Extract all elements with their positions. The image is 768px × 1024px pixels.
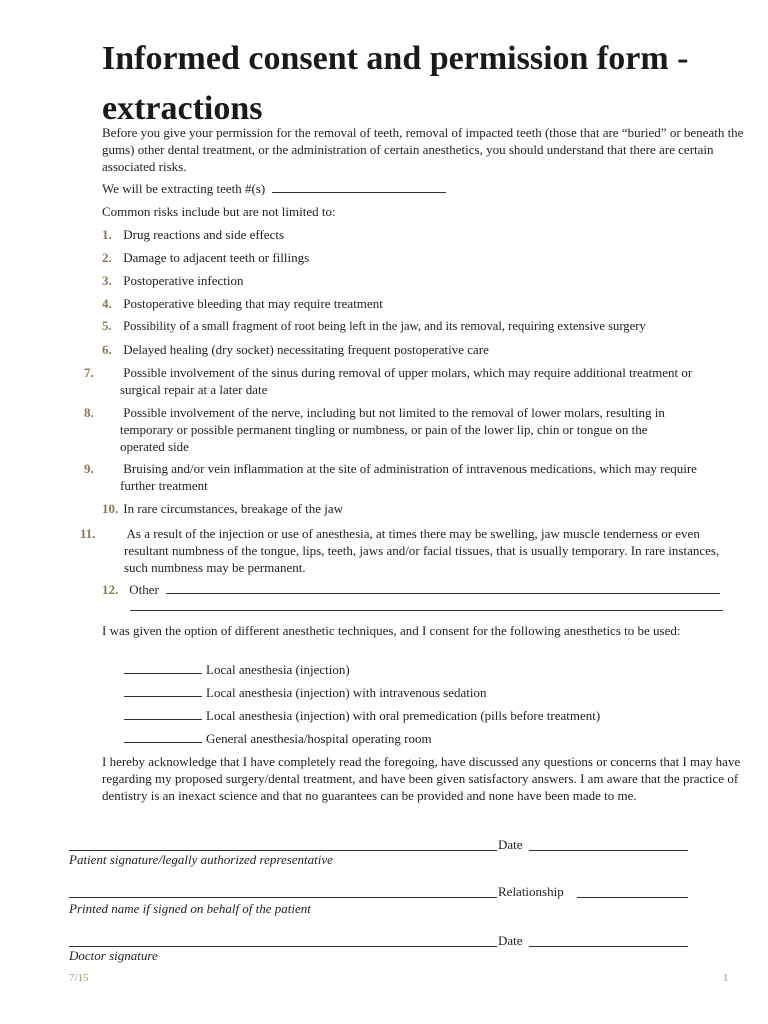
risk-text: Other bbox=[129, 582, 159, 597]
risk-text: Possible involvement of the sinus during removal of upper molars, which may require additional treatment or surgical repair at a later date bbox=[120, 365, 693, 397]
risk-number: 11. bbox=[80, 526, 96, 541]
revision-label: 7/15 bbox=[69, 972, 89, 984]
risk-item bbox=[102, 249, 742, 266]
risk-item bbox=[102, 341, 742, 358]
risk-item bbox=[84, 460, 720, 494]
anesthetic-option bbox=[124, 684, 487, 701]
date-input-line-2[interactable] bbox=[529, 946, 688, 947]
risk-text: Postoperative infection bbox=[123, 273, 244, 288]
risk-number: 4. bbox=[102, 296, 112, 311]
anesthetic-option bbox=[124, 707, 600, 724]
anesthetic-label: Local anesthesia (injection) bbox=[206, 662, 350, 677]
risk-text: Delayed healing (dry socket) necessitating frequent postoperative care bbox=[123, 342, 489, 357]
acknowledgement-paragraph: I hereby acknowledge that I have completely read the foregoing, have discussed any questions or concerns that I may have regarding my proposed surgery/dental treatment, and have been given satisfactory answers. I am aware that the practice of dentistry is an inexact science and that no guarantees can be provided and none have been made to me. bbox=[102, 754, 741, 803]
patient-signature-line[interactable] bbox=[69, 850, 497, 851]
date-input-line[interactable] bbox=[529, 850, 688, 851]
anesthetic-check-line[interactable] bbox=[124, 662, 202, 674]
risk-item bbox=[102, 295, 742, 312]
anesthetic-label: Local anesthesia (injection) with intravenous sedation bbox=[206, 685, 487, 700]
risk-text: Possibility of a small fragment of root being left in the jaw, and its removal, requiring extensive surgery bbox=[123, 319, 646, 333]
teeth-row bbox=[102, 180, 446, 197]
teeth-label: We will be extracting teeth #(s) bbox=[102, 181, 266, 196]
risk-number: 3. bbox=[102, 273, 112, 288]
anesthetic-option bbox=[124, 730, 432, 747]
risk-text: In rare circumstances, breakage of the jaw bbox=[123, 501, 344, 516]
date-label-2: Date bbox=[498, 933, 523, 948]
risk-number: 10. bbox=[102, 501, 119, 516]
risk-text: Drug reactions and side effects bbox=[123, 227, 285, 242]
date-label: Date bbox=[498, 837, 523, 852]
anesthetic-check-line[interactable] bbox=[124, 731, 202, 743]
form-title: Informed consent and permission form - extractions bbox=[102, 40, 689, 127]
teeth-input-line[interactable] bbox=[272, 181, 446, 193]
risk-number: 2. bbox=[102, 250, 112, 265]
patient-signature-caption: Patient signature/legally authorized representative bbox=[69, 852, 333, 867]
anesthetic-option bbox=[124, 661, 350, 678]
doctor-signature-caption: Doctor signature bbox=[69, 948, 158, 963]
page-number: 1 bbox=[723, 972, 729, 984]
risk-item bbox=[102, 226, 742, 243]
printed-name-line[interactable] bbox=[69, 897, 497, 898]
relationship-input-line[interactable] bbox=[577, 897, 688, 898]
risks-intro: Common risks include but are not limited to: bbox=[102, 204, 336, 219]
anesthetic-intro: I was given the option of different anesthetic techniques, and I consent for the following anesthetics to be used: bbox=[102, 623, 681, 638]
risk-number: 12. bbox=[102, 582, 119, 597]
risk-text: Possible involvement of the nerve, including but not limited to the removal of lower molars, resulting in temporary or possible permanent tingling or numbness, or pain of the lower lip, chin or tongue on the operated side bbox=[120, 405, 665, 454]
risk-item bbox=[84, 404, 690, 455]
anesthetic-check-line[interactable] bbox=[124, 685, 202, 697]
relationship-label: Relationship bbox=[498, 884, 564, 899]
risk-text: Postoperative bleeding that may require treatment bbox=[123, 296, 383, 311]
risk-item-other bbox=[102, 581, 742, 598]
anesthetic-check-line[interactable] bbox=[124, 708, 202, 720]
intro-paragraph: Before you give your permission for the removal of teeth, removal of impacted teeth (those that are “buried” or beneath the gums) other dental treatment, or the administration of certain anesthetics, you should understand that there are certain associated risks. bbox=[102, 125, 744, 174]
doctor-signature-line[interactable] bbox=[69, 946, 497, 947]
risk-item bbox=[102, 272, 742, 289]
risk-text: As a result of the injection or use of anesthesia, at times there may be swelling, jaw muscle tenderness or even resultant numbness of the tongue, lips, teeth, jaws and/or facial tissues, that is usually temporary. In rare instances, such numbness may be permanent. bbox=[124, 526, 720, 575]
risk-number: 9. bbox=[84, 461, 94, 476]
other-input-line-1[interactable] bbox=[166, 593, 720, 594]
anesthetic-label: Local anesthesia (injection) with oral premedication (pills before treatment) bbox=[206, 708, 601, 723]
risk-number: 6. bbox=[102, 342, 112, 357]
risk-item bbox=[102, 500, 742, 517]
printed-name-caption: Printed name if signed on behalf of the patient bbox=[69, 901, 311, 916]
risk-number: 7. bbox=[84, 365, 94, 380]
risk-item bbox=[80, 525, 734, 576]
anesthetic-label: General anesthesia/hospital operating room bbox=[206, 731, 432, 746]
risk-text: Damage to adjacent teeth or fillings bbox=[123, 250, 310, 265]
other-input-line-2[interactable] bbox=[130, 610, 723, 611]
risk-number: 1. bbox=[102, 227, 112, 242]
risk-number: 5. bbox=[102, 319, 112, 333]
risk-text: Bruising and/or vein inflammation at the site of administration of intravenous medications, which may require further treatment bbox=[120, 461, 697, 493]
risk-number: 8. bbox=[84, 405, 94, 420]
risk-item bbox=[84, 364, 720, 398]
risk-item bbox=[102, 318, 762, 335]
